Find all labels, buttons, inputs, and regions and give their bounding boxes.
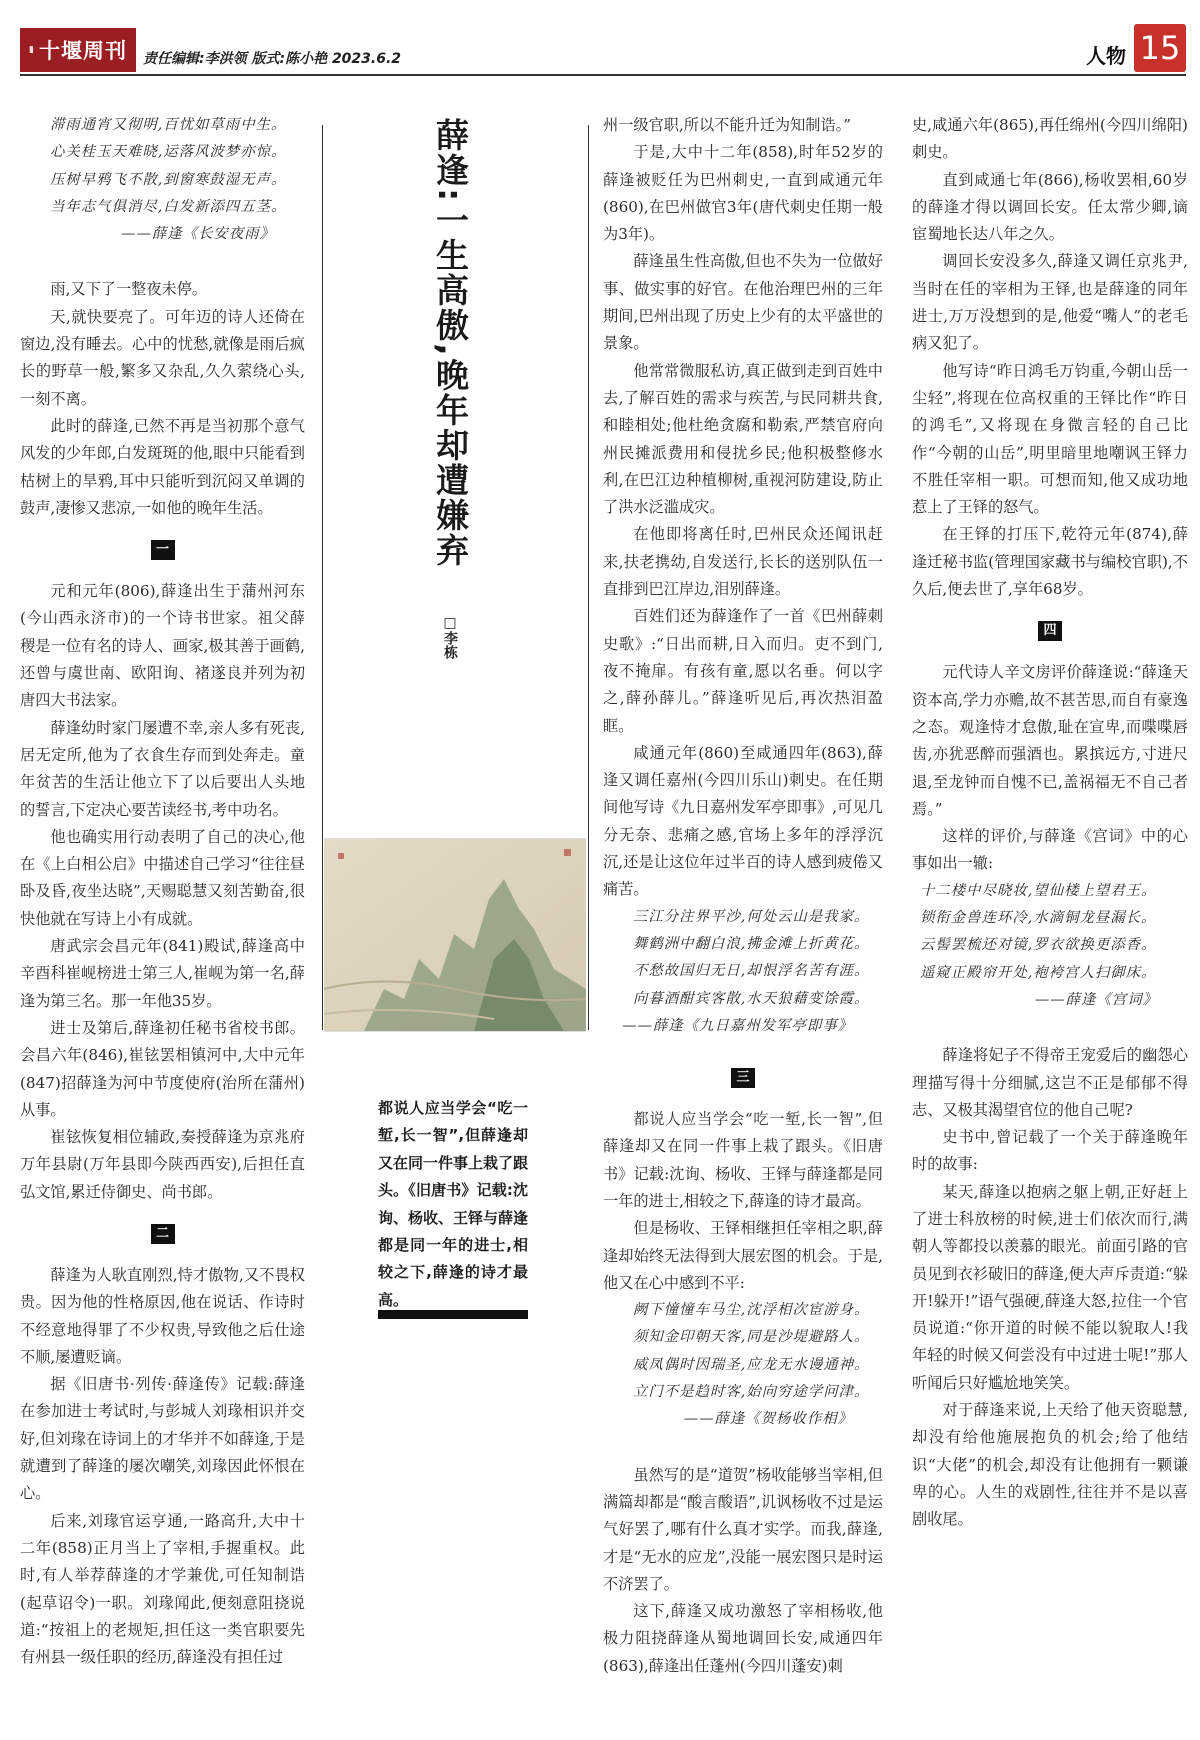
title-block	[420, 118, 480, 568]
paragraph: 雨,又下了一整夜未停。	[50, 280, 208, 299]
paragraph: 州一级官职,所以不能升迁为知制诰。”	[603, 116, 851, 134]
paragraph: 天,就快要亮了。可年迈的诗人还倚在窗边,没有睡去。心中的忧愁,就像是雨后疯长的野草一般,繁多又杂乱,久久萦绕心头,一刻不离。	[20, 307, 305, 408]
header-rule	[20, 74, 1186, 76]
poem-line: 不愁故国归无日,却恨浮名苦有涯。	[633, 963, 870, 980]
poem-line: 阙下憧憧车马尘,沈浮相次宦游身。	[633, 1302, 870, 1319]
paragraph: 进士及第后,薛逢初任秘书省校书郎。会昌六年(846),崔铉罢相镇河中,大中元年(847)招薛逢为河中节度使府(治所在蒲州)从事。	[20, 1018, 305, 1119]
poem-line: 向暮酒酣宾客散,水天狼藉变馀霞。	[633, 990, 870, 1007]
paragraph: 他常常微服私访,真正做到走到百姓中去,了解百姓的需求与疾苦,与民同耕共食,和睦相处;他杜绝贪腐和勒索,严禁官府向州民摊派费用和侵扰乡民;他积极整修水利,在巴江边种植柳树,重视河防建设,防止了洪水泛滥成灾。	[603, 361, 883, 517]
paragraph: 后来,刘瑑官运亨通,一路高升,大中十二年(858)正月当上了宰相,手握重权。此时,有人举荐薛逢的才学兼优,可任知制诰(起草诏令)一职。刘瑑闻此,便刻意阻挠说道:“按祖上的老规矩,担任这一类官职要先有州县一级任职的经历,薛逢没有担任过	[20, 1511, 305, 1667]
paragraph: 对于薛逢来说,上天给了他天资聪慧,却没有给他施展抱负的机会;给了他结识“大佬”的机会,却没有让他拥有一颗谦卑的心。人生的戏剧性,往往并不是以喜剧收尾。	[912, 1401, 1188, 1529]
paragraph: 他写诗“昨日鸿毛万钧重,今朝山岳一尘轻”,将现在位高权重的王铎比作“昨日的鸿毛”,又将现在身微言轻的自己比作“今朝的山岳”,明里暗里地嘲讽王铎力不胜任宰相一职。可想而知,他又成功地惹上了王铎的怒气。	[912, 361, 1188, 517]
paragraph: 崔铉恢复相位辅政,奏授薛逢为京兆府万年县尉(万年县即今陕西西安),后担任直弘文馆,累迁侍御史、尚书郎。	[20, 1128, 305, 1201]
section-marker-1: 一	[151, 540, 175, 560]
paragraph: 史,咸通六年(865),再任绵州(今四川绵阳)刺史。	[912, 116, 1188, 162]
poem-line: 云髻罢梳还对镜,罗衣欲换更添香。	[920, 937, 1157, 954]
poem-line: 压树早鸦飞不散,到窗寒鼓湿无声。	[50, 171, 287, 188]
poem-yangshou	[603, 1297, 883, 1433]
poem-line: 心关桂玉天难晓,运落风波梦亦惊。	[50, 144, 287, 161]
paragraph: 在他即将离任时,巴州民众还闻讯赶来,扶老携幼,自发送行,长长的送别队伍一直排到巴江岸边,泪别薛逢。	[603, 525, 883, 599]
poem-line: 滞雨通宵又彻明,百忧如草雨中生。	[50, 117, 287, 133]
page-number-badge: 15	[1134, 24, 1186, 72]
seal-mark	[564, 849, 571, 856]
poem-jiazhou	[603, 904, 883, 1040]
paragraph: 这样的评价,与薛逢《宫词》中的心事如出一辙:	[912, 827, 1188, 873]
paragraph: 百姓们还为薛逢作了一首《巴州薛刺史歌》:“日出而耕,日入而归。吏不到门,夜不掩扉。有孩有童,愿以名垂。何以字之,薛孙薛儿。”薛逢听见后,再次热泪盈眶。	[603, 607, 883, 735]
paragraph: 史书中,曾记载了一个关于薛逢晚年时的故事:	[912, 1128, 1188, 1174]
paragraph: 薛逢幼时家门屡遭不幸,亲人多有死丧,居无定所,他为了衣食生存而到处奔走。童年贫苦的生活让他立下了以后要出人头地的誓言,下定决心要苦读经书,考中功名。	[20, 718, 305, 819]
poem-source: ——薛逢《九日嘉州发军亭即事》	[622, 1017, 853, 1034]
poem-line: 遥窥正殿帘开处,袍袴宫人扫御床。	[920, 964, 1157, 981]
poem-line: 三江分注界平沙,何处云山是我家。	[633, 908, 870, 925]
section-marker-3: 三	[731, 1068, 755, 1088]
paragraph: 薛逢虽生性高傲,但也不失为一位做好事、做实事的好官。在他治理巴州的三年期间,巴州出现了历史上少有的太平盛世的景象。	[603, 252, 883, 353]
paragraph: 薛逢为人耿直刚烈,恃才傲物,又不畏权贵。因为他的性格原因,他在说话、作诗时不经意地得罪了不少权贵,导致他之后仕途不顺,屡遭贬谪。	[20, 1265, 305, 1366]
opening-poem	[20, 112, 305, 248]
column-divider-left	[322, 125, 323, 1030]
section-name: 人物	[1086, 44, 1126, 68]
paragraph: 在王铎的打压下,乾符元年(874),薛逢迁秘书监(管理国家藏书与编校官职),不久后,便去世了,享年68岁。	[912, 525, 1188, 599]
paragraph: 这下,薛逢又成功激怒了宰相杨收,他极力阻挠薛逢从蜀地调回长安,咸通四年(863),薛逢出任蓬州(今四川蓬安)刺	[603, 1602, 883, 1675]
section-marker-2: 二	[151, 1224, 175, 1244]
poem-line: 锁衔金兽连环冷,水滴铜龙昼漏长。	[920, 910, 1157, 927]
paragraph: 于是,大中十二年(858),时年52岁的薛逢被贬任为巴州刺史,一直到咸通元年(860),在巴州做官3年(唐代刺史任期一般为3年)。	[603, 143, 883, 244]
paragraph: 某天,薛逢以抱病之躯上朝,正好赶上了进士科放榜的时候,进士们依次而行,满朝人等都投以羡慕的眼光。前面引路的官员见到衣衫破旧的薛逢,便大声斥责道:“躲开!躲开!”语气强硬,薛逢大怒,拉住一个官员说道:“你开道的时候不能以貌取人!我年轻的时候又何尝没有中过进士呢!”那人听闻后只好尴尬地笑笑。	[912, 1182, 1188, 1392]
paragraph: 调回长安没多久,薛逢又调任京兆尹,当时在任的宰相为王铎,也是薛逢的同年进士,万万没想到的是,他爱“嘴人”的老毛病又犯了。	[912, 252, 1188, 353]
poem-gongci	[912, 878, 1188, 1014]
masthead-logo	[20, 28, 136, 72]
paragraph: 此时的薛逢,已然不再是当初那个意气风发的少年郎,白发斑斑的他,眼中只能看到枯树上的旱鸦,耳中只能听到沉闷又单调的鼓声,凄惨又悲凉,一如他的晚年生活。	[20, 416, 305, 517]
paragraph: 虽然写的是“道贺”杨收能够当宰相,但满篇却都是“酸言酸语”,讥讽杨收不过是运气好罢了,哪有什么真才实学。而我,薛逢,才是“无水的应龙”,没能一展宏图只是时运不济罢了。	[603, 1465, 883, 1593]
pull-quote: 都说人应当学会“吃一堑,长一智”,但薛逢却又在同一件事上栽了跟头。《旧唐书》记载:沈询、杨收、王铎与薛逢都是同一年的进士,相较之下,薛逢的诗才最高。	[378, 1099, 529, 1309]
paragraph: 元代诗人辛文房评价薛逢说:“薛逢天资本高,学力亦赡,故不甚苦思,而自有豪逸之态。观逢恃才怠傲,耻在宣卑,而喋喋唇齿,亦犹恶醉而强酒也。累摈远方,寸进尺退,至龙钟而自愧不已,盖祸福无不自己者焉。”	[912, 663, 1188, 818]
article-title: 薛逢:一生高傲,晚年却遭嫌弃	[431, 118, 470, 568]
seal-mark	[338, 853, 344, 859]
paragraph: 直到咸通七年(866),杨收罢相,60岁的薛逢才得以调回长安。任太常少卿,谪宦蜀地长达八年之久。	[912, 170, 1188, 244]
paragraph: 唐武宗会昌元年(841)殿试,薛逢高中辛酉科崔岘榜进士第三人,崔岘为第一名,薛逢为第三名。那一年他35岁。	[20, 937, 305, 1010]
poem-line: 立门不是趋时客,始向穷途学问津。	[633, 1384, 870, 1401]
poem-line: 舞鹤洲中翻白浪,拂金滩上折黄花。	[633, 935, 870, 952]
poem-line: 须知金印朝天客,同是沙堤避路人。	[633, 1329, 870, 1346]
column-3	[603, 112, 883, 1680]
column-divider-right	[588, 125, 589, 1030]
masthead-mark-icon: ▮	[29, 45, 35, 55]
paragraph: 咸通元年(860)至咸通四年(863),薛逢又调任嘉州(今四川乐山)刺史。在任期间他写诗《九日嘉州发军亭即事》,可见几分无奈、悲痛之感,官场上多年的浮浮沉沉,还是让这位年过半百的诗人感到疲倦又痛苦。	[603, 743, 883, 899]
column-4	[912, 112, 1188, 1534]
poem-line: 威凤偶时因瑞圣,应龙无水谩通神。	[633, 1356, 870, 1373]
column-1	[20, 112, 305, 1671]
masthead-title: 十堰周刊	[38, 39, 127, 63]
paragraph: 都说人应当学会“吃一堑,长一智”,但薛逢却又在同一件事上栽了跟头。《旧唐书》记载:沈询、杨收、王铎与薛逢都是同一年的进士,相较之下,薛逢的诗才最高。	[603, 1110, 883, 1210]
pull-quote-bar	[378, 1310, 528, 1319]
editor-credits: 责任编辑:李洪领 版式:陈小艳 2023.6.2	[143, 51, 402, 67]
poem-source: ——薛逢《贺杨收作相》	[683, 1411, 853, 1428]
poem-source: ——薛逢《长安夜雨》	[121, 226, 275, 243]
paragraph: 元和元年(806),薛逢出生于蒲州河东(今山西永济市)的一个诗书世家。祖父薛稷是一位有名的诗人、画家,极其善于画鹤,还曾与虞世南、欧阳询、褚遂良并列为初唐四大书法家。	[20, 582, 305, 710]
poem-line: 当年志气俱消尽,白发新添四五茎。	[50, 198, 287, 215]
paragraph: 据《旧唐书·列传·薛逢传》记载:薛逢在参加进士考试时,与彭城人刘瑑相识并交好,但刘瑑在诗词上的才华并不如薛逢,于是就遭到了薛逢的屡次嘲笑,刘瑑因此怀恨在心。	[20, 1375, 305, 1503]
poem-line: 十二楼中尽晓妆,望仙楼上望君王。	[920, 882, 1157, 899]
poem-source: ——薛逢《宫词》	[1034, 991, 1158, 1008]
paragraph: 他也确实用行动表明了自己的决心,他在《上白相公启》中描述自己学习“往往昼卧及昏,夜坐达晓”,天赐聪慧又刻苦勤奋,很快他就在写诗上小有成就。	[20, 827, 305, 928]
paragraph: 薛逢将妃子不得帝王宠爱后的幽怨心理描写得十分细腻,这岂不正是郁郁不得志、又极其渴望官位的他自己呢?	[912, 1046, 1188, 1119]
paragraph: 但是杨收、王铎相继担任宰相之职,薛逢却始终无法得到大展宏图的机会。于是,他又在心中感到不平:	[603, 1219, 883, 1292]
landscape-painting	[324, 838, 586, 1032]
section-marker-4: 四	[1038, 621, 1062, 641]
byline: □李栋	[442, 615, 458, 659]
